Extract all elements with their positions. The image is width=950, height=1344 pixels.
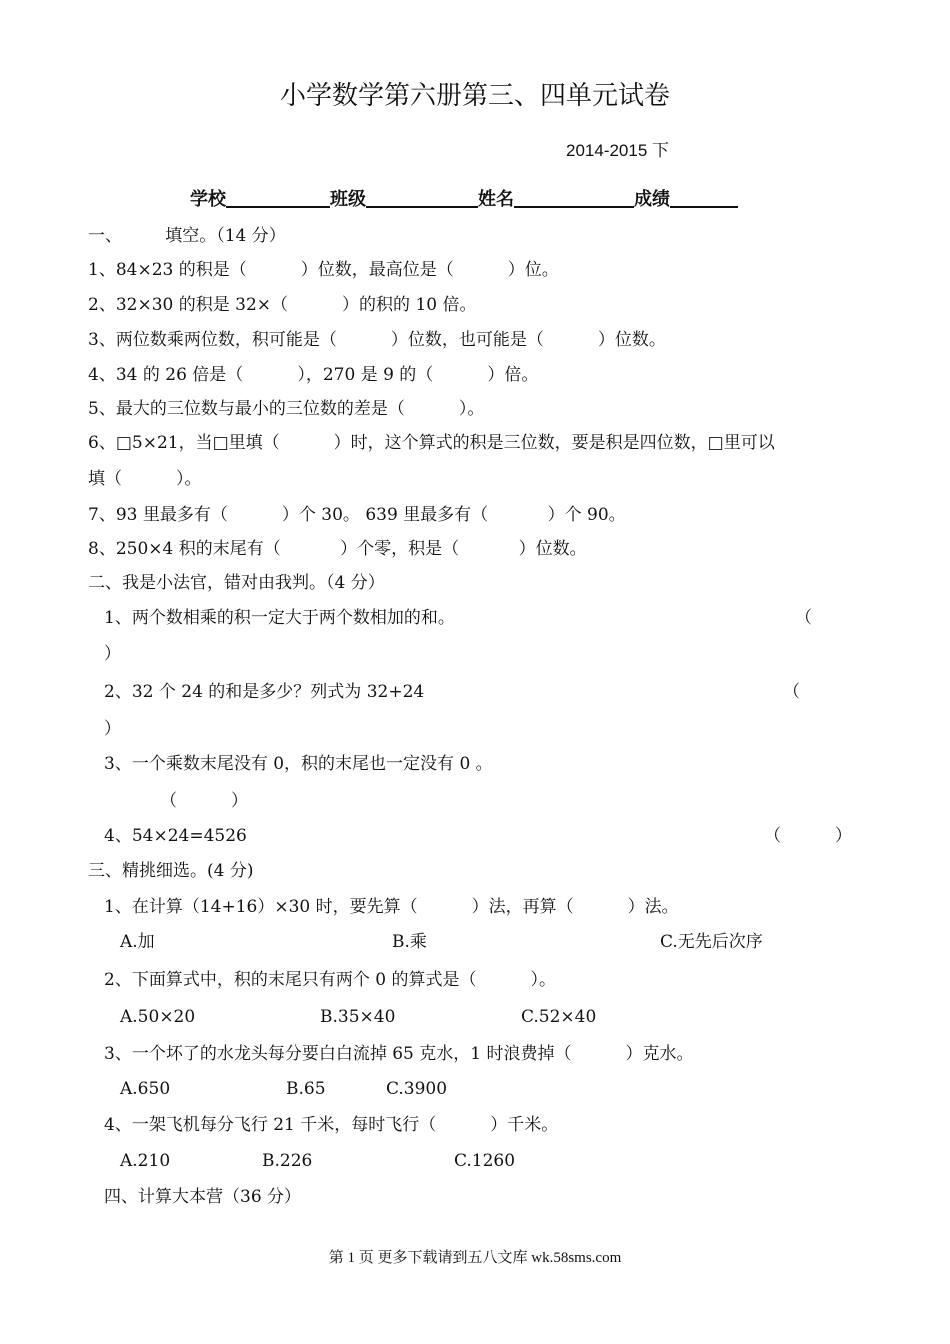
s3-question-3: 3、一个坏了的水龙头每分要白白流掉 65 克水，1 时浪费掉（ ）克水。 [104,1044,694,1064]
s1-question-5: 5、最大的三位数与最小的三位数的差是（ ）。 [88,399,485,419]
s3-q3-option-c: C.3900 [386,1079,448,1099]
s2-q4-paren: （ ） [764,826,853,846]
s1-question-6-line-1: 6、□5×21，当□里填（ ）时，这个算式的积是三位数，要是积是四位数，□里可以 [88,433,775,453]
s1-question-1: 1、84×23 的积是（ ）位数，最高位是（ ）位。 [88,260,559,280]
s3-q1-option-c: C.无先后次序 [660,932,763,952]
s2-q1-paren-close: ） [104,644,121,664]
name-blank [514,188,634,208]
s2-question-4: 4、54×24=4526 [104,826,247,846]
s3-q4-option-c: C.1260 [454,1151,516,1171]
s3-q3-option-a: A.650 [120,1079,171,1099]
s2-q3-paren: （ ） [160,791,249,811]
student-info-line [190,188,738,211]
section-4-heading: 四、计算大本营（36 分） [104,1187,302,1207]
s2-q2-paren-open: （ [783,682,800,702]
s3-q1-option-b: B.乘 [392,932,427,952]
s1-question-3: 3、两位数乘两位数，积可能是（ ）位数，也可能是（ ）位数。 [88,330,666,350]
school-year: 2014-2015 下 [566,141,670,160]
s2-question-2: 2、32 个 24 的和是多少？列式为 32+24 [104,682,425,702]
s3-q4-option-a: A.210 [120,1151,171,1171]
s2-question-1: 1、两个数相乘的积一定大于两个数相加的和。 [104,608,455,628]
s1-question-8: 8、250×4 积的末尾有（ ）个零，积是（ ）位数。 [88,539,587,559]
page-title: 小学数学第六册第三、四单元试卷 [279,81,670,111]
section-3-heading: 三、精挑细选。(4 分) [88,861,254,881]
s2-q1-paren-open: （ [795,608,812,628]
s1-question-2: 2、32×30 的积是 32×（ ）的积的 10 倍。 [88,295,477,315]
s2-q2-paren-close: ） [104,719,121,739]
name-label: 姓名 [478,189,514,210]
s3-q2-option-b: B.35×40 [320,1007,396,1027]
s3-q1-option-a: A.加 [120,932,155,952]
score-label: 成绩 [634,189,670,210]
s1-question-4: 4、34 的 26 倍是（ ），270 是 9 的（ ）倍。 [88,365,539,385]
section-2-heading: 二、我是小法官，错对由我判。（4 分） [88,573,385,593]
s1-question-6-line-2: 填（ ）。 [88,469,202,489]
class-blank [366,188,478,208]
s3-question-4: 4、一架飞机每分飞行 21 千米，每时飞行（ ）千米。 [104,1115,559,1135]
school-blank [226,188,330,208]
s3-q2-option-a: A.50×20 [120,1007,196,1027]
class-label: 班级 [330,189,366,210]
page-footer: 第 1 页 更多下载请到五八文库 wk.58sms.com [328,1250,622,1266]
s3-question-2: 2、下面算式中，积的末尾只有两个 0 的算式是（ ）。 [104,970,556,990]
s3-q4-option-b: B.226 [262,1151,313,1171]
s3-question-1: 1、在计算（14+16）×30 时，要先算（ ）法，再算（ ）法。 [104,897,679,917]
school-label: 学校 [190,189,226,210]
s3-q2-option-c: C.52×40 [521,1007,597,1027]
section-1-heading: 一、 填空。（14 分） [88,226,286,246]
score-blank [670,188,738,208]
s3-q3-option-b: B.65 [286,1079,326,1099]
s2-question-3: 3、一个乘数末尾没有 0，积的末尾也一定没有 0 。 [104,754,493,774]
s1-question-7: 7、93 里最多有（ ）个 30。 639 里最多有（ ）个 90。 [88,505,626,525]
